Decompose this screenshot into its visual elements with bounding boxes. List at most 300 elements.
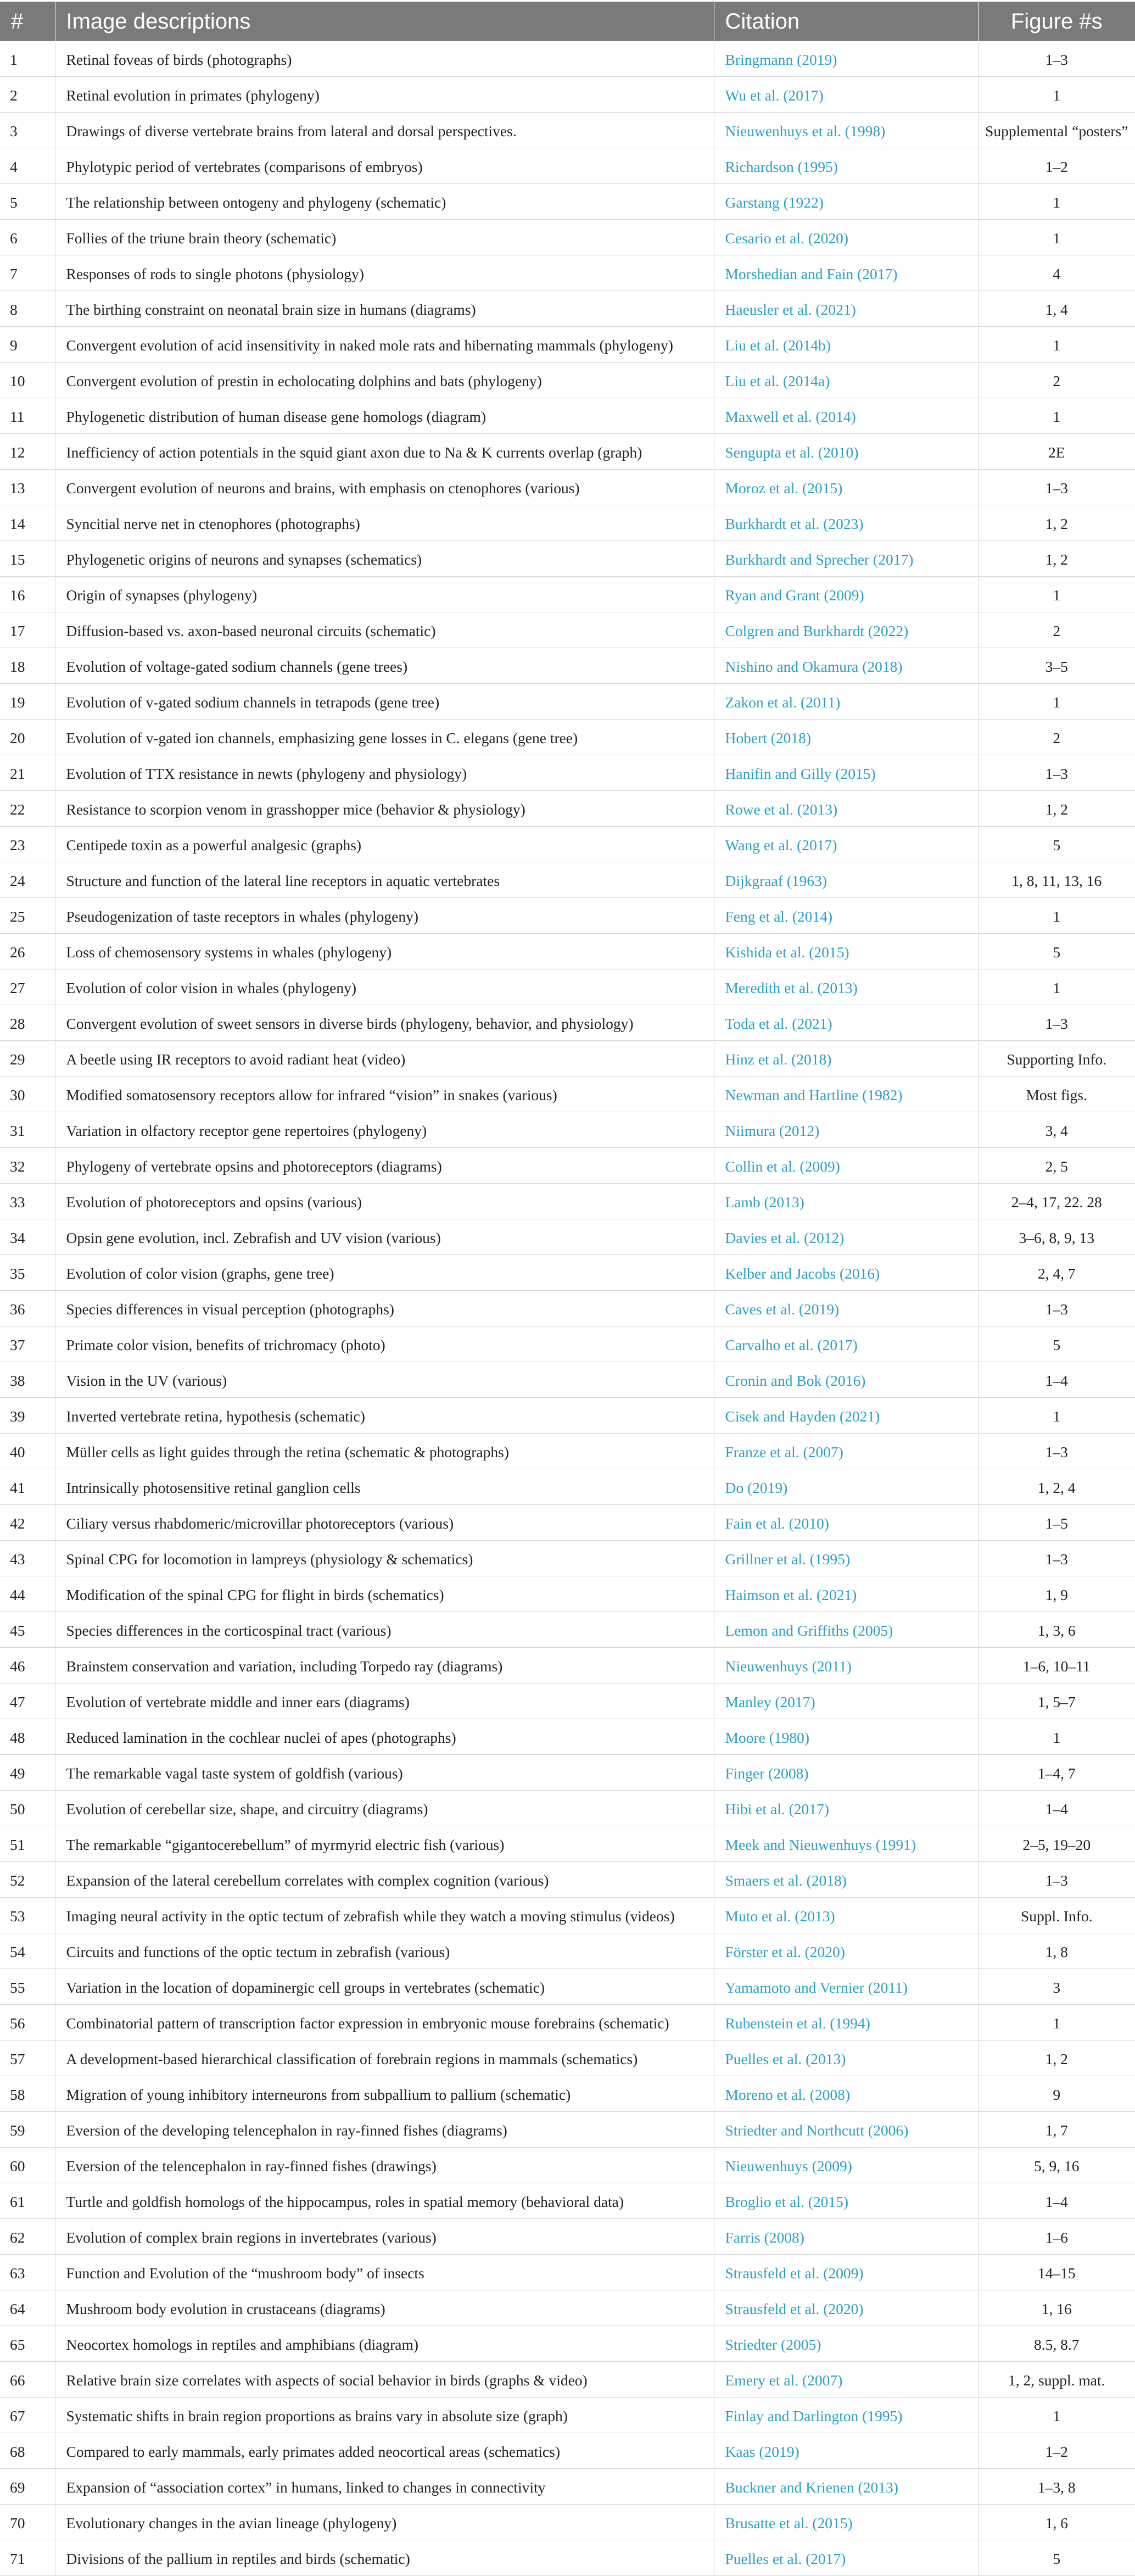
row-citation-link[interactable]: Niimura (2012) <box>714 1112 978 1148</box>
row-figures: 3–6, 8, 9, 13 <box>978 1219 1135 1255</box>
row-figures: 4 <box>978 255 1135 291</box>
row-description: Structure and function of the lateral line receptors in aquatic vertebrates <box>55 862 714 898</box>
row-number: 62 <box>0 2219 55 2255</box>
row-citation-link[interactable]: Maxwell et al. (2014) <box>714 398 978 434</box>
row-description: Evolutionary changes in the avian lineage (phylogeny) <box>55 2505 714 2540</box>
table-row <box>0 398 1135 434</box>
row-number: 30 <box>0 1077 55 1112</box>
row-figures: 1, 3, 6 <box>978 1612 1135 1648</box>
row-figures: 1–4 <box>978 1791 1135 1826</box>
row-citation-link[interactable]: Haimson et al. (2021) <box>714 1576 978 1612</box>
row-citation-link[interactable]: Puelles et al. (2013) <box>714 2040 978 2076</box>
row-figures: 1–3 <box>978 1541 1135 1576</box>
row-description: Mushroom body evolution in crustaceans (diagrams) <box>55 2290 714 2326</box>
row-citation-link[interactable]: Kishida et al. (2015) <box>714 934 978 969</box>
table-row <box>0 2326 1135 2362</box>
row-description: Brainstem conservation and variation, including Torpedo ray (diagrams) <box>55 1648 714 1683</box>
row-citation-link[interactable]: Liu et al. (2014a) <box>714 363 978 398</box>
row-number: 22 <box>0 791 55 827</box>
table-row <box>0 255 1135 291</box>
row-number: 19 <box>0 684 55 720</box>
row-citation-link[interactable]: Striedter and Northcutt (2006) <box>714 2112 978 2148</box>
table-row <box>0 184 1135 220</box>
row-number: 61 <box>0 2183 55 2219</box>
row-figures: 1, 5–7 <box>978 1683 1135 1719</box>
row-description: Origin of synapses (phylogeny) <box>55 577 714 612</box>
row-figures: 1 <box>978 1398 1135 1434</box>
table-row <box>0 1755 1135 1791</box>
row-number: 7 <box>0 255 55 291</box>
row-citation-link[interactable]: Do (2019) <box>714 1469 978 1505</box>
row-figures: 5 <box>978 934 1135 969</box>
row-number: 69 <box>0 2469 55 2505</box>
table-row <box>0 1184 1135 1219</box>
table-row <box>0 1077 1135 1112</box>
table-row <box>0 720 1135 755</box>
row-citation-link[interactable]: Buckner and Krienen (2013) <box>714 2469 978 2505</box>
row-number: 50 <box>0 1791 55 1826</box>
row-citation-link[interactable]: Grillner et al. (1995) <box>714 1541 978 1576</box>
row-description: Expansion of the lateral cerebellum correlates with complex cognition (various) <box>55 1862 714 1898</box>
row-description: Neocortex homologs in reptiles and amphibians (diagram) <box>55 2326 714 2362</box>
table-row <box>0 1219 1135 1255</box>
row-citation-link[interactable]: Finlay and Darlington (1995) <box>714 2397 978 2433</box>
row-number: 44 <box>0 1576 55 1612</box>
row-description: Phylogeny of vertebrate opsins and photoreceptors (diagrams) <box>55 1148 714 1184</box>
row-citation-link[interactable]: Nieuwenhuys et al. (1998) <box>714 113 978 148</box>
row-number: 40 <box>0 1434 55 1469</box>
table-row <box>0 2469 1135 2505</box>
row-number: 41 <box>0 1469 55 1505</box>
row-number: 32 <box>0 1148 55 1184</box>
row-description: Follies of the triune brain theory (schematic) <box>55 220 714 255</box>
row-citation-link[interactable]: Strausfeld et al. (2020) <box>714 2290 978 2326</box>
row-citation-link[interactable]: Meek and Nieuwenhuys (1991) <box>714 1826 978 1862</box>
row-figures: 3–5 <box>978 648 1135 684</box>
row-citation-link[interactable]: Davies et al. (2012) <box>714 1219 978 1255</box>
row-description: Convergent evolution of acid insensitivity in naked mole rats and hibernating mammals (phylogeny) <box>55 327 714 363</box>
row-description: Ciliary versus rhabdomeric/microvillar photoreceptors (various) <box>55 1505 714 1541</box>
table-row <box>0 1862 1135 1898</box>
row-number: 47 <box>0 1683 55 1719</box>
row-figures: 1–5 <box>978 1505 1135 1541</box>
row-number: 3 <box>0 113 55 148</box>
table-row <box>0 505 1135 541</box>
row-figures: 1–4, 7 <box>978 1755 1135 1791</box>
row-figures: 5 <box>978 827 1135 862</box>
row-description: Müller cells as light guides through the retina (schematic & photographs) <box>55 1434 714 1469</box>
row-citation-link[interactable]: Cronin and Bok (2016) <box>714 1362 978 1398</box>
row-citation-link[interactable]: Rubenstein et al. (1994) <box>714 2005 978 2040</box>
row-description: Phylogenetic distribution of human disease gene homologs (diagram) <box>55 398 714 434</box>
header-number: # <box>0 2 55 41</box>
row-number: 33 <box>0 1184 55 1219</box>
row-number: 35 <box>0 1255 55 1291</box>
row-description: Opsin gene evolution, incl. Zebrafish and UV vision (various) <box>55 1219 714 1255</box>
row-citation-link[interactable]: Lamb (2013) <box>714 1184 978 1219</box>
row-description: Responses of rods to single photons (physiology) <box>55 255 714 291</box>
row-citation-link[interactable]: Franze et al. (2007) <box>714 1434 978 1469</box>
row-description: Migration of young inhibitory interneurons from subpallium to pallium (schematic) <box>55 2076 714 2112</box>
table-row <box>0 1041 1135 1077</box>
row-citation-link[interactable]: Hobert (2018) <box>714 720 978 755</box>
row-number: 36 <box>0 1291 55 1326</box>
row-description: Inverted vertebrate retina, hypothesis (schematic) <box>55 1398 714 1434</box>
row-number: 18 <box>0 648 55 684</box>
row-figures: 1–3 <box>978 1862 1135 1898</box>
row-description: Drawings of diverse vertebrate brains from lateral and dorsal perspectives. <box>55 113 714 148</box>
row-description: Systematic shifts in brain region proportions as brains vary in absolute size (graph) <box>55 2397 714 2433</box>
table-row <box>0 969 1135 1005</box>
table-row <box>0 684 1135 720</box>
table-row <box>0 1398 1135 1434</box>
row-figures: 3, 4 <box>978 1112 1135 1148</box>
row-citation-link[interactable]: Collin et al. (2009) <box>714 1148 978 1184</box>
row-number: 23 <box>0 827 55 862</box>
row-figures: 1, 16 <box>978 2290 1135 2326</box>
table-row <box>0 1541 1135 1576</box>
table-row <box>0 1683 1135 1719</box>
row-description: Eversion of the telencephalon in ray-finned fishes (drawings) <box>55 2148 714 2183</box>
table-row <box>0 2433 1135 2469</box>
row-description: Evolution of vertebrate middle and inner ears (diagrams) <box>55 1683 714 1719</box>
row-description: Vision in the UV (various) <box>55 1362 714 1398</box>
row-description: Evolution of v-gated sodium channels in tetrapods (gene tree) <box>55 684 714 720</box>
row-number: 60 <box>0 2148 55 2183</box>
row-citation-link[interactable]: Hinz et al. (2018) <box>714 1041 978 1077</box>
row-number: 55 <box>0 1969 55 2005</box>
row-citation-link[interactable]: Hanifin and Gilly (2015) <box>714 755 978 791</box>
row-citation-link[interactable]: Burkhardt and Sprecher (2017) <box>714 541 978 577</box>
row-figures: 2 <box>978 720 1135 755</box>
row-citation-link[interactable]: Burkhardt et al. (2023) <box>714 505 978 541</box>
table-row <box>0 791 1135 827</box>
table-row <box>0 2148 1135 2183</box>
row-number: 52 <box>0 1862 55 1898</box>
row-citation-link[interactable]: Haeusler et al. (2021) <box>714 291 978 327</box>
row-number: 31 <box>0 1112 55 1148</box>
row-description: Turtle and goldfish homologs of the hippocampus, roles in spatial memory (behavioral data) <box>55 2183 714 2219</box>
row-figures: 1, 2, 4 <box>978 1469 1135 1505</box>
row-figures: 1, 2 <box>978 505 1135 541</box>
row-citation-link[interactable]: Toda et al. (2021) <box>714 1005 978 1041</box>
row-figures: 1–3 <box>978 470 1135 505</box>
table-row <box>0 1576 1135 1612</box>
table-row <box>0 862 1135 898</box>
table-row <box>0 2076 1135 2112</box>
row-description: Retinal foveas of birds (photographs) <box>55 41 714 77</box>
row-number: 8 <box>0 291 55 327</box>
row-description: Relative brain size correlates with aspects of social behavior in birds (graphs & video) <box>55 2362 714 2397</box>
row-citation-link[interactable]: Farris (2008) <box>714 2219 978 2255</box>
row-description: Convergent evolution of neurons and brains, with emphasis on ctenophores (various) <box>55 470 714 505</box>
row-citation-link[interactable]: Dijkgraaf (1963) <box>714 862 978 898</box>
row-figures: 1–4 <box>978 1362 1135 1398</box>
row-figures: 1, 4 <box>978 291 1135 327</box>
row-citation-link[interactable]: Nieuwenhuys (2009) <box>714 2148 978 2183</box>
row-citation-link[interactable]: Ryan and Grant (2009) <box>714 577 978 612</box>
row-figures: 1 <box>978 898 1135 934</box>
row-description: The remarkable “gigantocerebellum” of myrmyrid electric fish (various) <box>55 1826 714 1862</box>
row-citation-link[interactable]: Emery et al. (2007) <box>714 2362 978 2397</box>
row-figures: 8.5, 8.7 <box>978 2326 1135 2362</box>
table-row <box>0 1505 1135 1541</box>
row-number: 42 <box>0 1505 55 1541</box>
row-description: Combinatorial pattern of transcription factor expression in embryonic mouse forebrains (schematic) <box>55 2005 714 2040</box>
row-figures: 1 <box>978 969 1135 1005</box>
row-figures: 1, 7 <box>978 2112 1135 2148</box>
row-figures: 5 <box>978 1326 1135 1362</box>
row-description: Compared to early mammals, early primates added neocortical areas (schematics) <box>55 2433 714 2469</box>
table-row <box>0 1898 1135 1933</box>
row-number: 9 <box>0 327 55 363</box>
row-number: 20 <box>0 720 55 755</box>
table-row <box>0 77 1135 113</box>
header-description: Image descriptions <box>55 2 714 41</box>
row-citation-link[interactable]: Muto et al. (2013) <box>714 1898 978 1933</box>
row-number: 46 <box>0 1648 55 1683</box>
table-row <box>0 2255 1135 2290</box>
row-figures: 2E <box>978 434 1135 470</box>
row-citation-link[interactable]: Liu et al. (2014b) <box>714 327 978 363</box>
row-description: Phylogenetic origins of neurons and synapses (schematics) <box>55 541 714 577</box>
row-description: Species differences in the corticospinal tract (various) <box>55 1612 714 1648</box>
table-row <box>0 470 1135 505</box>
row-citation-link[interactable]: Smaers et al. (2018) <box>714 1862 978 1898</box>
row-citation-link[interactable]: Caves et al. (2019) <box>714 1291 978 1326</box>
row-description: Eversion of the developing telencephalon in ray-finned fishes (diagrams) <box>55 2112 714 2148</box>
row-figures: 1–2 <box>978 2433 1135 2469</box>
table-row <box>0 1005 1135 1041</box>
header-row <box>0 2 1135 41</box>
row-description: Loss of chemosensory systems in whales (phylogeny) <box>55 934 714 969</box>
row-description: Syncitial nerve net in ctenophores (photographs) <box>55 505 714 541</box>
row-description: Spinal CPG for locomotion in lampreys (physiology & schematics) <box>55 1541 714 1576</box>
row-figures: 1 <box>978 577 1135 612</box>
row-number: 15 <box>0 541 55 577</box>
row-citation-link[interactable]: Nieuwenhuys (2011) <box>714 1648 978 1683</box>
row-citation-link[interactable]: Nishino and Okamura (2018) <box>714 648 978 684</box>
image-descriptions-table <box>0 2 1135 2576</box>
table-row <box>0 2362 1135 2397</box>
table-row <box>0 2505 1135 2540</box>
row-figures: 1, 2 <box>978 541 1135 577</box>
row-figures: 1 <box>978 684 1135 720</box>
row-figures: Most figs. <box>978 1077 1135 1112</box>
row-description: Imaging neural activity in the optic tectum of zebrafish while they watch a moving stimulus (videos) <box>55 1898 714 1933</box>
row-citation-link[interactable]: Moore (1980) <box>714 1719 978 1755</box>
row-number: 11 <box>0 398 55 434</box>
row-citation-link[interactable]: Garstang (1922) <box>714 184 978 220</box>
row-citation-link[interactable]: Newman and Hartline (1982) <box>714 1077 978 1112</box>
row-number: 53 <box>0 1898 55 1933</box>
row-description: Evolution of TTX resistance in newts (phylogeny and physiology) <box>55 755 714 791</box>
row-figures: 1–6 <box>978 2219 1135 2255</box>
row-figures: 2–4, 17, 22. 28 <box>978 1184 1135 1219</box>
row-citation-link[interactable]: Puelles et al. (2017) <box>714 2540 978 2576</box>
row-number: 16 <box>0 577 55 612</box>
row-figures: 1 <box>978 1719 1135 1755</box>
table-row <box>0 2112 1135 2148</box>
table-row <box>0 1434 1135 1469</box>
row-number: 26 <box>0 934 55 969</box>
row-number: 68 <box>0 2433 55 2469</box>
row-citation-link[interactable]: Lemon and Griffiths (2005) <box>714 1612 978 1648</box>
row-number: 70 <box>0 2505 55 2540</box>
row-figures: 1, 2, suppl. mat. <box>978 2362 1135 2397</box>
table-row <box>0 1969 1135 2005</box>
row-description: Evolution of voltage-gated sodium channels (gene trees) <box>55 648 714 684</box>
row-description: Phylotypic period of vertebrates (comparisons of embryos) <box>55 148 714 184</box>
row-citation-link[interactable]: Zakon et al. (2011) <box>714 684 978 720</box>
row-number: 54 <box>0 1933 55 1969</box>
row-figures: 1–3 <box>978 41 1135 77</box>
row-citation-link[interactable]: Rowe et al. (2013) <box>714 791 978 827</box>
row-citation-link[interactable]: Richardson (1995) <box>714 148 978 184</box>
table-row <box>0 1826 1135 1862</box>
row-description: Variation in olfactory receptor gene repertoires (phylogeny) <box>55 1112 714 1148</box>
table-row <box>0 1933 1135 1969</box>
table-row <box>0 898 1135 934</box>
row-citation-link[interactable]: Kelber and Jacobs (2016) <box>714 1255 978 1291</box>
table-row <box>0 220 1135 255</box>
row-citation-link[interactable]: Strausfeld et al. (2009) <box>714 2255 978 2290</box>
table-row <box>0 2219 1135 2255</box>
row-figures: 1, 8, 11, 13, 16 <box>978 862 1135 898</box>
row-description: Circuits and functions of the optic tectum in zebrafish (various) <box>55 1933 714 1969</box>
row-citation-link[interactable]: Manley (2017) <box>714 1683 978 1719</box>
row-figures: 14–15 <box>978 2255 1135 2290</box>
row-citation-link[interactable]: Moreno et al. (2008) <box>714 2076 978 2112</box>
row-description: Modified somatosensory receptors allow for infrared “vision” in snakes (various) <box>55 1077 714 1112</box>
row-citation-link[interactable]: Wang et al. (2017) <box>714 827 978 862</box>
row-figures: 2, 4, 7 <box>978 1255 1135 1291</box>
row-description: Primate color vision, benefits of trichromacy (photo) <box>55 1326 714 1362</box>
row-number: 38 <box>0 1362 55 1398</box>
row-figures: 1 <box>978 184 1135 220</box>
table-row <box>0 1255 1135 1291</box>
row-citation-link[interactable]: Morshedian and Fain (2017) <box>714 255 978 291</box>
table-row <box>0 434 1135 470</box>
table-row <box>0 2540 1135 2576</box>
row-citation-link[interactable]: Brusatte et al. (2015) <box>714 2505 978 2540</box>
row-citation-link[interactable]: Moroz et al. (2015) <box>714 470 978 505</box>
row-citation-link[interactable]: Feng et al. (2014) <box>714 898 978 934</box>
row-number: 17 <box>0 612 55 648</box>
row-figures: 1–2 <box>978 148 1135 184</box>
row-number: 71 <box>0 2540 55 2576</box>
row-number: 14 <box>0 505 55 541</box>
table-row <box>0 541 1135 577</box>
table-row <box>0 327 1135 363</box>
row-figures: 2–5, 19–20 <box>978 1826 1135 1862</box>
row-citation-link[interactable]: Broglio et al. (2015) <box>714 2183 978 2219</box>
row-number: 65 <box>0 2326 55 2362</box>
row-figures: 5, 9, 16 <box>978 2148 1135 2183</box>
row-figures: 1–3 <box>978 1434 1135 1469</box>
row-description: Diffusion-based vs. axon-based neuronal circuits (schematic) <box>55 612 714 648</box>
row-number: 10 <box>0 363 55 398</box>
row-number: 48 <box>0 1719 55 1755</box>
row-description: A development-based hierarchical classification of forebrain regions in mammals (schematics) <box>55 2040 714 2076</box>
row-figures: 1, 2 <box>978 791 1135 827</box>
table-row <box>0 2040 1135 2076</box>
row-description: Species differences in visual perception (photographs) <box>55 1291 714 1326</box>
table-row <box>0 2005 1135 2040</box>
row-figures: 1–3 <box>978 1005 1135 1041</box>
row-citation-link[interactable]: Fain et al. (2010) <box>714 1505 978 1541</box>
row-figures: 1, 2 <box>978 2040 1135 2076</box>
row-citation-link[interactable]: Carvalho et al. (2017) <box>714 1326 978 1362</box>
table-row <box>0 41 1135 77</box>
row-citation-link[interactable]: Wu et al. (2017) <box>714 77 978 113</box>
row-number: 43 <box>0 1541 55 1576</box>
row-number: 27 <box>0 969 55 1005</box>
row-description: Resistance to scorpion venom in grasshopper mice (behavior & physiology) <box>55 791 714 827</box>
row-description: Evolution of color vision in whales (phylogeny) <box>55 969 714 1005</box>
row-number: 64 <box>0 2290 55 2326</box>
row-figures: 2, 5 <box>978 1148 1135 1184</box>
row-citation-link[interactable]: Förster et al. (2020) <box>714 1933 978 1969</box>
row-description: Function and Evolution of the “mushroom body” of insects <box>55 2255 714 2290</box>
row-number: 21 <box>0 755 55 791</box>
table-row <box>0 1362 1135 1398</box>
row-number: 45 <box>0 1612 55 1648</box>
row-citation-link[interactable]: Yamamoto and Vernier (2011) <box>714 1969 978 2005</box>
row-number: 51 <box>0 1826 55 1862</box>
row-citation-link[interactable]: Kaas (2019) <box>714 2433 978 2469</box>
table-row <box>0 1612 1135 1648</box>
row-figures: 1 <box>978 398 1135 434</box>
row-figures: 1, 8 <box>978 1933 1135 1969</box>
row-citation-link[interactable]: Bringmann (2019) <box>714 41 978 77</box>
row-citation-link[interactable]: Finger (2008) <box>714 1755 978 1791</box>
row-citation-link[interactable]: Cisek and Hayden (2021) <box>714 1398 978 1434</box>
row-figures: Supporting Info. <box>978 1041 1135 1077</box>
header-citation: Citation <box>714 2 978 41</box>
row-citation-link[interactable]: Meredith et al. (2013) <box>714 969 978 1005</box>
row-number: 66 <box>0 2362 55 2397</box>
table-row <box>0 2397 1135 2433</box>
table-row <box>0 934 1135 969</box>
row-number: 6 <box>0 220 55 255</box>
table-row <box>0 1326 1135 1362</box>
row-citation-link[interactable]: Hibi et al. (2017) <box>714 1791 978 1826</box>
row-description: The relationship between ontogeny and phylogeny (schematic) <box>55 184 714 220</box>
row-figures: 2 <box>978 363 1135 398</box>
table-row <box>0 291 1135 327</box>
row-number: 4 <box>0 148 55 184</box>
row-figures: 1–3 <box>978 755 1135 791</box>
row-citation-link[interactable]: Sengupta et al. (2010) <box>714 434 978 470</box>
row-number: 29 <box>0 1041 55 1077</box>
row-number: 2 <box>0 77 55 113</box>
row-figures: 1 <box>978 77 1135 113</box>
row-description: The remarkable vagal taste system of goldfish (various) <box>55 1755 714 1791</box>
row-figures: 1–3 <box>978 1291 1135 1326</box>
row-citation-link[interactable]: Striedter (2005) <box>714 2326 978 2362</box>
row-figures: 5 <box>978 2540 1135 2576</box>
row-number: 56 <box>0 2005 55 2040</box>
row-number: 39 <box>0 1398 55 1434</box>
row-citation-link[interactable]: Cesario et al. (2020) <box>714 220 978 255</box>
table-row <box>0 1291 1135 1326</box>
table-row <box>0 363 1135 398</box>
table-row <box>0 577 1135 612</box>
row-figures: 1 <box>978 327 1135 363</box>
row-description: Reduced lamination in the cochlear nuclei of apes (photographs) <box>55 1719 714 1755</box>
row-citation-link[interactable]: Colgren and Burkhardt (2022) <box>714 612 978 648</box>
